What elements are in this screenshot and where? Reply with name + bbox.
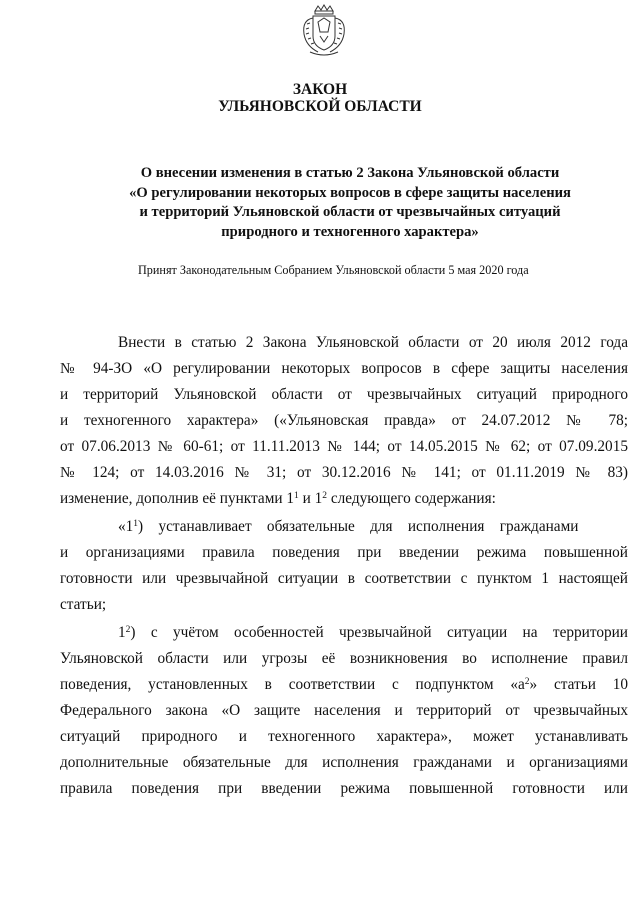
body-line: от 07.06.2013 № 60-61; от 11.11.2013 № 144; от 14.05.2015 № 62; от 07.09.2015 (60, 438, 628, 455)
heading-line: «О регулировании некоторых вопросов в сфере защиты населения (129, 184, 571, 201)
body-line: Федерального закона «О защите населения и территорий от чрезвычайных (60, 702, 628, 719)
body-line: правила поведения при введении режима повышенной готовности или (60, 780, 628, 797)
body-line: изменение, дополнив её пунктами $1^1$ и $1^2$ следующего содержания: (60, 490, 496, 507)
body-line: № 124; от 14.03.2016 № 31; от 30.12.2016 № 141; от 01.11.2019 № 83) (60, 464, 628, 481)
heading-line: природного и техногенного характера» (221, 223, 479, 240)
adoption-note: Принят Законодательным Собранием Ульяновской области 5 мая 2020 года (138, 263, 529, 277)
heading-line: О внесении изменения в статью 2 Закона Ульяновской области (140, 165, 560, 181)
body-line: Ульяновской области или угрозы её возникновения во исполнение правил (60, 650, 628, 667)
body-line: поведения, установленных в соответствии с подпунктом «$а^2$» статьи 10 (60, 676, 628, 693)
heading-line: и территорий Ульяновской области от чрезвычайных ситуаций (139, 204, 561, 220)
body-line: и организациями правила поведения при введении режима повышенной (60, 544, 628, 561)
body-line: дополнительные обязательные для исполнения гражданами и организациями (60, 754, 628, 771)
body-line: статьи; (60, 596, 107, 613)
body-line: и территорий Ульяновской области от чрезвычайных ситуаций природного (60, 386, 628, 403)
body-line: готовности или чрезвычайной ситуации в соответствии с пунктом 1 настоящей (60, 570, 628, 587)
body-line: ситуаций природного и техногенного характера», может устанавливать (60, 728, 628, 745)
item-2-first-line: $1^2$) с учётом особенностей чрезвычайной ситуации на территории (118, 624, 628, 641)
coat-of-arms-icon (298, 2, 350, 58)
body-line: Внести в статью 2 Закона Ульяновской области от 20 июля 2012 года (118, 334, 628, 351)
law-heading (60, 164, 640, 242)
law-title-word: ЗАКОН (292, 81, 348, 98)
law-title-region: УЛЬЯНОВСКОЙ ОБЛАСТИ (218, 98, 422, 115)
body-line: и техногенного характера» («Ульяновская правда» от 24.07.2012 № 78; (60, 412, 628, 429)
body-line: № 94-ЗО «О регулировании некоторых вопросов в сфере защиты населения (60, 360, 628, 377)
item-1-first-line: «$1^1$) устанавливает обязательные для исполнения гражданами (118, 518, 579, 535)
